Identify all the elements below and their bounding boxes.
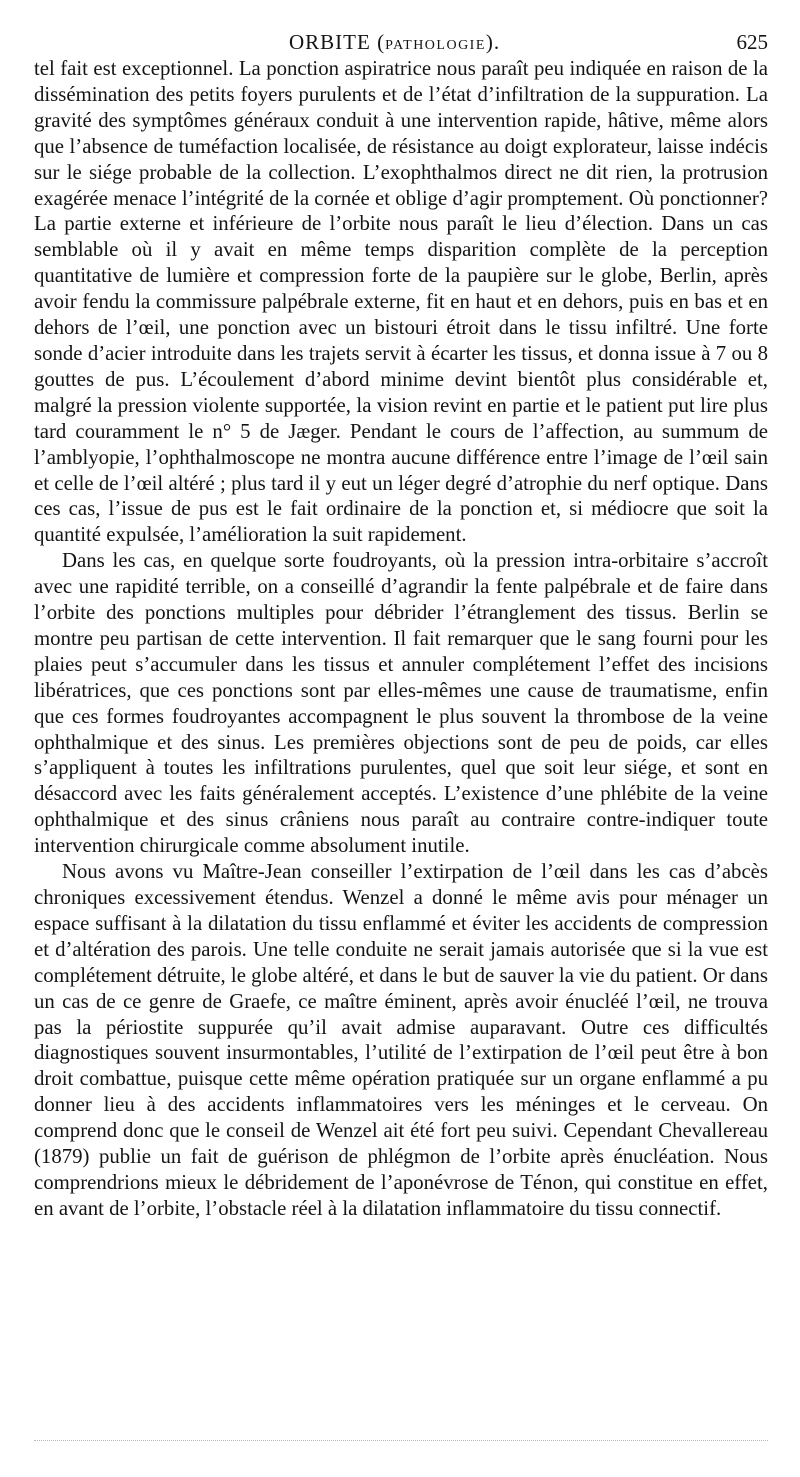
running-title xyxy=(289,30,500,55)
running-title-open: ( xyxy=(370,30,386,54)
bottom-rule xyxy=(34,1440,768,1441)
body-text xyxy=(34,56,768,1222)
paragraph-continuation: tel fait est exceptionnel. La ponction aspiratrice nous paraît peu indiquée en raison de la dissémination des petits foyers purulents et de l’état d’infiltration de la suppuration. La gravité des symptômes généraux conduit à une intervention rapide, hâtive, même alors que l’absence de tuméfaction localisée, de résistance au doigt explorateur, laisse indécis sur le siége probable de la collection. L’exophthalmos direct ne dit rien, la protrusion exagérée menace l’intégrité de la cornée et oblige d’agir promptement. Où ponctionner? La partie externe et inférieure de l’orbite nous paraît le lieu d’élection. Dans un cas semblable où il y avait en même temps disparition complète de la perception quantitative de lumière et compression forte de la paupière sur le globe, Berlin, après avoir fendu la commissure palpébrale externe, fit en haut et en dehors, puis en bas et en dehors de l’œil, une ponction avec un bistouri étroit dans le tissu infiltré. Une forte sonde d’acier introduite dans les trajets servit à écarter les tissus, et donna issue à 7 ou 8 gouttes de pus. L’écoulement d’abord minime devint bientôt plus considérable et, malgré la pression violente supportée, la vision revint en partie et le patient put lire plus tard couramment le n° 5 de Jæger. Pendant le cours de l’affection, au summum de l’amblyopie, l’ophthalmoscope ne montra aucune différence entre l’image de l’œil sain et celle de l’œil altéré ; plus tard il y eut un léger degré d’atrophie du nerf optique. Dans ces cas, l’issue de pus est le fait ordinaire de la ponction et, si médiocre que soit la quantité expulsée, l’amélioration la suit rapidement. xyxy=(34,57,768,547)
paragraph-extirpation: Nous avons vu Maître-Jean conseiller l’extirpation de l’œil dans les cas d’abcès chroniques excessivement étendus. Wenzel a donné le même avis pour ménager un espace suffisant à la dilatation du tissu enflammé et éviter les accidents de compression et d’altération des parois. Une telle conduite ne serait jamais autorisée que si la vue est complétement détruite, le globe altéré, et dans le but de sauver la vie du patient. Or dans un cas de ce genre de Graefe, ce maître éminent, après avoir énucléé l’œil, ne trouva pas la périostite suppurée qu’il avait admise auparavant. Outre ces difficultés diagnostiques souvent insurmontables, l’utilité de l’extirpation de l’œil peut être à bon droit combattue, puisque cette même opération pratiquée sur un organe enflammé a pu donner lieu à des accidents inflammatoires vers les méninges et le cerveau. On comprend donc que le conseil de Wenzel ait été fort peu suivi. Cependant Chevallereau (1879) publie un fait de guérison de phlégmon de l’orbite après énucléation. Nous comprendrions mieux le débridement de l’aponévrose de Ténon, qui constitue en effet, en avant de l’orbite, l’obstacle réel à la dilatation inflammatoire du tissu connectif. xyxy=(34,860,768,1220)
running-title-close: ). xyxy=(485,30,501,54)
page-number: 625 xyxy=(736,30,768,54)
book-page xyxy=(34,0,768,1222)
running-title-sub: PATHOLOGIE xyxy=(385,38,486,53)
paragraph-ponctions-multiples: Dans les cas, en quelque sorte foudroyants, où la pression intra-orbitaire s’accroît avec une rapidité terrible, on a conseillé d’agrandir la fente palpébrale et de faire dans l’orbite des ponctions multiples pour débrider l’étranglement des tissus. Berlin se montre peu partisan de cette intervention. Il fait remarquer que le sang fourni pour les plaies peut s’accumuler dans les tissus et annuler complétement l’effet des incisions libératrices, que ces ponctions sont par elles-mêmes une cause de traumatisme, enfin que ces formes foudroyantes accompagnent le plus souvent la thrombose de la veine ophthalmique et des sinus. Les premières objections sont de peu de poids, car elles s’appliquent à toutes les infiltrations purulentes, quel que soit leur siége, et sont en désaccord avec les faits généralement acceptés. L’existence d’une phlébite de la veine ophthalmique et des sinus crâniens nous paraît au contraire contre-indiquer toute intervention chirurgicale comme absolument inutile. xyxy=(34,549,768,858)
running-title-main: ORBITE xyxy=(289,30,371,54)
running-head xyxy=(34,0,768,56)
